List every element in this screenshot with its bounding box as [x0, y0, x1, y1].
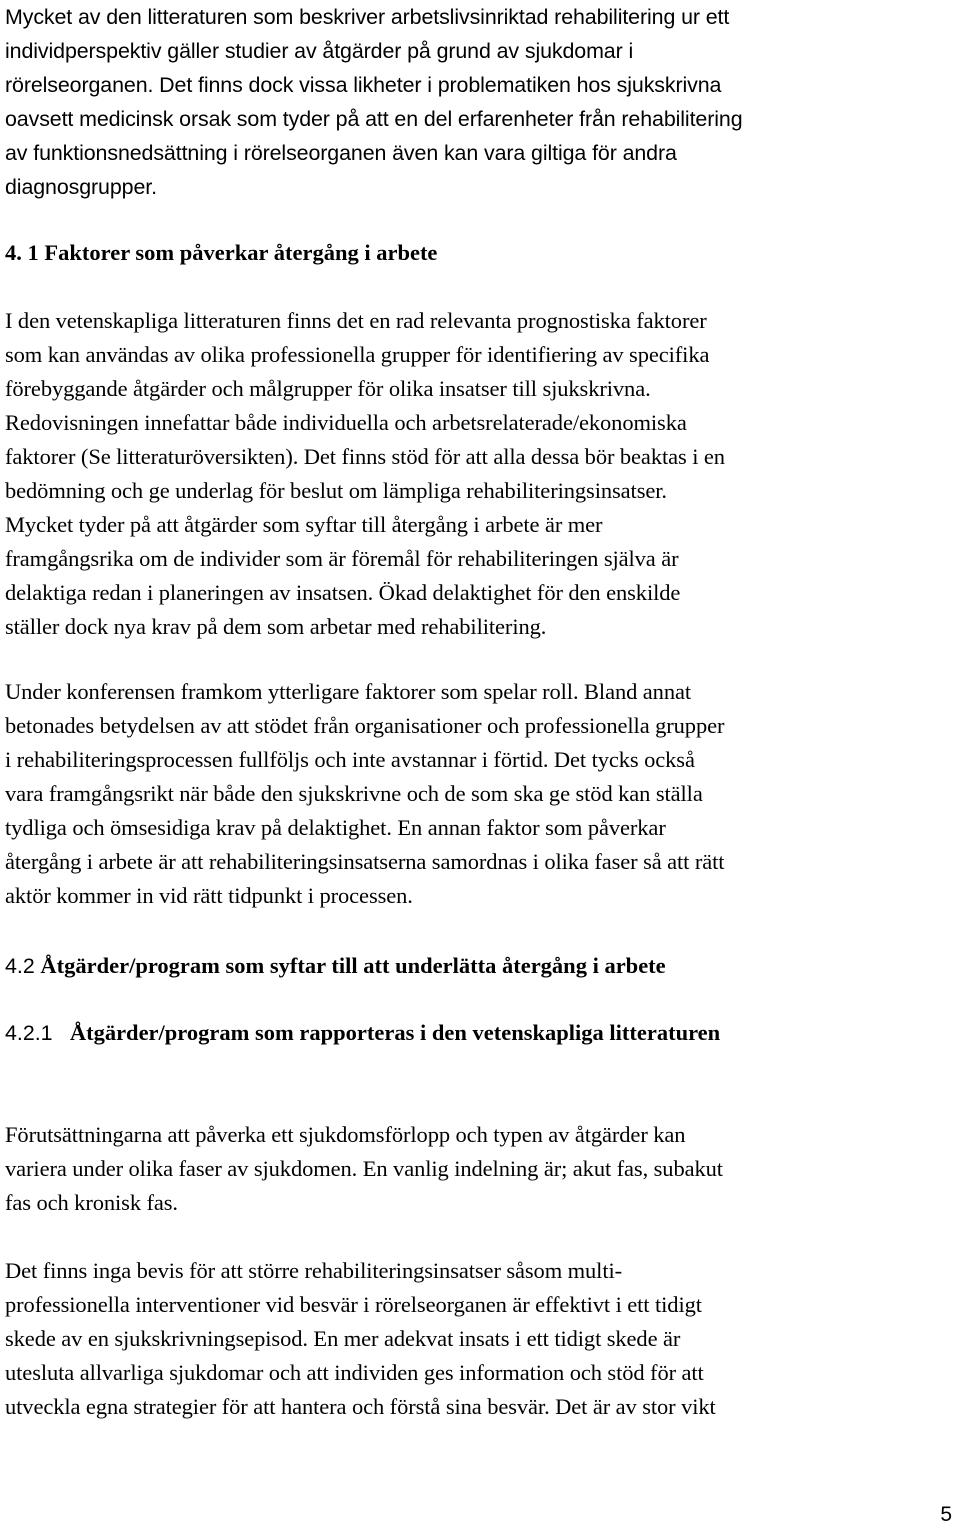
text-line: ställer dock nya krav på dem som arbetar med rehabilitering. — [5, 614, 547, 639]
section-4-2-1-paragraph-2 — [5, 1254, 960, 1424]
text-line: Förutsättningarna att påverka ett sjukdomsförlopp och typen av åtgärder kan — [5, 1122, 686, 1147]
text-line: som kan användas av olika professionella grupper för identifiering av specifika — [5, 342, 710, 367]
section-title: Faktorer som påverkar återgång i arbete — [44, 240, 438, 265]
section-number: 4.2.1 — [5, 1021, 53, 1045]
section-number: 4. 1 — [5, 240, 39, 265]
section-heading-4-2 — [5, 949, 666, 983]
text-line: Mycket av den litteraturen som beskriver arbetslivsinriktad rehabilitering ur ett — [5, 5, 730, 29]
text-line: i rehabiliteringsprocessen fullföljs och inte avstannar i förtid. Det tycks också — [5, 747, 695, 772]
text-line: förebyggande åtgärder och målgrupper för olika insatser till sjukskrivna. — [5, 376, 651, 401]
text-line: oavsett medicinsk orsak som tyder på att en del erfarenheter från rehabilitering — [5, 107, 743, 131]
text-line: Under konferensen framkom ytterligare faktorer som spelar roll. Bland annat — [5, 679, 692, 704]
text-line: bedömning och ge underlag för beslut om lämpliga rehabiliteringsinsatser. — [5, 478, 667, 503]
text-line: återgång i arbete är att rehabiliteringsinsatserna samordnas i olika faser så att rätt — [5, 849, 725, 874]
text-line: Det finns inga bevis för att större rehabiliteringsinsatser såsom multi- — [5, 1258, 623, 1283]
text-line: diagnosgrupper. — [5, 175, 157, 199]
section-number: 4.2 — [5, 954, 35, 978]
section-title: Åtgärder/program som syftar till att underlätta återgång i arbete — [40, 953, 666, 978]
text-line: delaktiga redan i planeringen av insatsen. Ökad delaktighet för den enskilde — [5, 580, 681, 605]
text-line: utveckla egna strategier för att hantera och förstå sina besvär. Det är av stor vikt — [5, 1394, 716, 1419]
text-line: vara framgångsrikt när både den sjukskrivne och de som ska ge stöd kan ställa — [5, 781, 703, 806]
text-line: Redovisningen innefattar både individuella och arbetsrelaterade/ekonomiska — [5, 410, 687, 435]
section-4-1-paragraph-1 — [5, 304, 960, 644]
text-line: I den vetenskapliga litteraturen finns det en rad relevanta prognostiska faktorer — [5, 308, 707, 333]
section-4-2-1-paragraph-1 — [5, 1118, 960, 1220]
text-line: tydliga och ömsesidiga krav på delaktighet. En annan faktor som påverkar — [5, 815, 666, 840]
text-line: aktör kommer in vid rätt tidpunkt i processen. — [5, 883, 413, 908]
text-line: rörelseorganen. Det finns dock vissa likheter i problematiken hos sjukskrivna — [5, 73, 722, 97]
page-number: 5 — [940, 1503, 952, 1526]
text-line: professionella interventioner vid besvär i rörelseorganen är effektivt i ett tidigt — [5, 1292, 702, 1317]
text-line: Mycket tyder på att åtgärder som syftar till återgång i arbete är mer — [5, 512, 603, 537]
intro-paragraph — [5, 0, 960, 204]
text-line: individperspektiv gäller studier av åtgärder på grund av sjukdomar i — [5, 39, 634, 63]
text-line: fas och kronisk fas. — [5, 1190, 178, 1215]
text-line: framgångsrika om de individer som är föremål för rehabiliteringen själva är — [5, 546, 679, 571]
section-title: Åtgärder/program som rapporteras i den vetenskapliga litteraturen — [69, 1020, 721, 1045]
section-heading-4-1 — [5, 236, 437, 270]
text-line: variera under olika faser av sjukdomen. En vanlig indelning är; akut fas, subakut — [5, 1156, 723, 1181]
text-line: av funktionsnedsättning i rörelseorganen även kan vara giltiga för andra — [5, 141, 677, 165]
text-line: utesluta allvarliga sjukdomar och att individen ges information och stöd för att — [5, 1360, 704, 1385]
text-line: betonades betydelsen av att stödet från organisationer och professionella grupper — [5, 713, 725, 738]
section-4-1-paragraph-2 — [5, 675, 960, 913]
section-heading-4-2-1 — [5, 1016, 720, 1050]
text-line: faktorer (Se litteraturöversikten). Det finns stöd för att alla dessa bör beaktas i en — [5, 444, 725, 469]
text-line: skede av en sjukskrivningsepisod. En mer adekvat insats i ett tidigt skede är — [5, 1326, 681, 1351]
